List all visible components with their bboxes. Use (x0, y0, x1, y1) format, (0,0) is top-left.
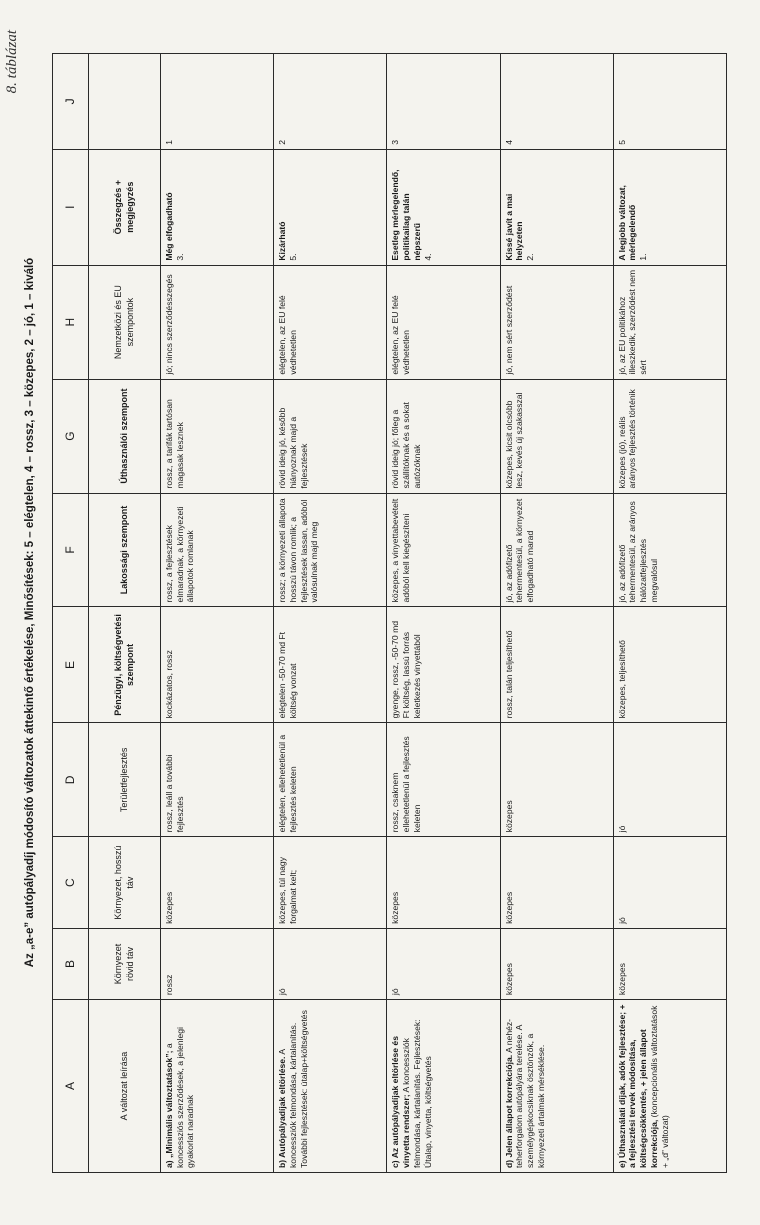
cell-env-short: rossz (161, 928, 274, 999)
cell-regional: rossz, leáll a további fejlesztés (161, 723, 274, 837)
cell-description (274, 1000, 387, 1173)
header-j (89, 54, 161, 150)
variant-text: a koncessziós szerződések, a jelenlegi gyakorlat naradnak (164, 1027, 196, 1168)
letter-j: J (53, 54, 89, 150)
variant-title: c) Az autópályadíjak eltörlése és vinyetta rendszer; (390, 1036, 412, 1168)
cell-j: 4 (500, 54, 613, 150)
evaluation-table (52, 53, 727, 1173)
cell-env-long: jó (613, 837, 726, 929)
letter-h: H (53, 265, 89, 379)
summary-verdict: Kizárható (277, 221, 288, 261)
cell-road-user: rossz, a tarifák tartósan magasak lesznek (161, 379, 274, 493)
variant-title: d) Jelen állapot korrekciója. (503, 1054, 514, 1168)
cell-j: 2 (274, 54, 387, 150)
cell-env-long: közepes, túl nagy forgalmat kelt; (274, 837, 387, 929)
cell-international: elégtelen, az EU felé védhetetlen (387, 265, 500, 379)
cell-public: jó, az adófizető tehermentesül, az arányos hálózatfejlesztés megvalósul (613, 493, 726, 607)
summary-verdict: Még elfogadható (164, 192, 174, 261)
cell-env-long: közepes (161, 837, 274, 929)
header-c: Környezet, hosszú táv (89, 837, 161, 929)
header-f: Lakossági szempont (89, 493, 161, 607)
cell-description (161, 1000, 274, 1173)
summary-verdict: Esetleg mérlegelendő, politikailag talán népszerű (390, 169, 422, 261)
variant-title: b) Autópályadíjak eltörlése. (277, 1056, 288, 1168)
cell-financial: gyenge, rossz, -50-70 md Ft költség, lassú forrás keletkezés vinyettából (387, 607, 500, 723)
variant-title: a) „Minimális változtatások”; (164, 1050, 174, 1168)
table-row (500, 54, 613, 1173)
cell-j: 1 (161, 54, 274, 150)
cell-road-user: rövid ideig jó; főleg a szállítóknak és a sokat autózóknak (387, 379, 500, 493)
variant-text: (koncepcionális változtatások + „d” változat) (648, 1005, 670, 1168)
header-i: Összegzés + megjegyzés (89, 149, 161, 265)
cell-road-user: közepes, kicsit olcsóbb lesz, kevés új szakasszal (500, 379, 613, 493)
cell-international: elégtelen, az EU felé védhetetlen (274, 265, 387, 379)
letter-f: F (53, 493, 89, 607)
cell-env-long: közepes (500, 837, 613, 929)
cell-road-user: közepes (jó), reális arányos fejlesztés történik (613, 379, 726, 493)
header-a: A változat leírása (89, 1000, 161, 1173)
summary-rank: 3. (174, 253, 185, 261)
cell-env-short: közepes (500, 928, 613, 999)
cell-summary (500, 149, 613, 265)
summary-verdict: A legjobb változat, mérlegelendő (616, 185, 638, 261)
cell-j: 5 (613, 54, 726, 150)
cell-env-long: közepes (387, 837, 500, 929)
letter-b: B (53, 928, 89, 999)
cell-financial: elégtelen -50-70 md Ft költség vonzat (274, 607, 387, 723)
variant-text: A nehéz-teherforgalom autópályára terelése. A személygépkocsiknak ösztönzők, a környezeti ártalmak mérséklése. (503, 1018, 546, 1168)
cell-env-short: közepes (613, 928, 726, 999)
letter-g: G (53, 379, 89, 493)
header-d: Területfejlesztés (89, 723, 161, 837)
cell-description (500, 1000, 613, 1173)
header-e: Pénzügyi, költségvetési szempont (89, 607, 161, 723)
summary-rank: 2. (525, 253, 536, 261)
summary-rank: 5. (287, 253, 298, 261)
cell-road-user: rövid ideig jó, később hiányoznak majd a fejlesztések (274, 379, 387, 493)
header-row (89, 54, 161, 1173)
table-title: Az „a-e” autópályadíj módosító változatok áttekintő értékelése, Minősítések: 5 – elégtelen, 4 – rossz, 3 – közepes, 2 – jó, 1 – kiváló (24, 257, 36, 968)
letter-e: E (53, 607, 89, 723)
cell-public: jó, az adófizető tehermentesül, a környezet elfogadható marad (500, 493, 613, 607)
cell-summary (387, 149, 500, 265)
cell-regional: elégtelen, ellehetetlenül a fejlesztés keleten (274, 723, 387, 837)
cell-env-short: jó (387, 928, 500, 999)
summary-rank: 1. (638, 253, 649, 261)
letter-i: I (53, 149, 89, 265)
cell-summary (161, 149, 274, 265)
cell-j: 3 (387, 54, 500, 150)
header-g: Úthasználói szempont (89, 379, 161, 493)
table-number: 8. táblázat (4, 30, 20, 94)
header-b: Környezet rövid táv (89, 928, 161, 999)
table-row (387, 54, 500, 1173)
cell-regional: közepes (500, 723, 613, 837)
cell-international: jó; nincs szerződésszegés (161, 265, 274, 379)
letter-d: D (53, 723, 89, 837)
letter-c: C (53, 837, 89, 929)
cell-description (387, 1000, 500, 1173)
cell-regional: rossz, csaknem ellehetetlenül a fejlesztés keleten (387, 723, 500, 837)
variant-title: e) Úthasználati díjak, adók fejlesztése; + a fejlesztési tervek módosítása, költségcsökkentés, + jelen állapot korrekciója, (616, 1004, 659, 1168)
header-h: Nemzetközi és EU szempontok (89, 265, 161, 379)
letter-a: A (53, 1000, 89, 1173)
table-row (274, 54, 387, 1173)
cell-env-short: jó (274, 928, 387, 999)
summary-verdict: Kissé javít a mai helyzeten (503, 193, 525, 261)
cell-summary (274, 149, 387, 265)
cell-description (613, 1000, 726, 1173)
cell-financial: rossz, talán teljesíthető (500, 607, 613, 723)
cell-public: közepes, a vinyettabevételt adóból kell kiegészíteni (387, 493, 500, 607)
cell-public: rossz, a fejlesztések elmaradnak, a környezeti állapotok romlanak (161, 493, 274, 607)
table-row (161, 54, 274, 1173)
summary-rank: 4. (422, 253, 433, 261)
cell-public: rossz; a környezeti állapota hosszú távon romlik; a fejlesztések lassan, adóból valósulnak majd meg (274, 493, 387, 607)
cell-financial: kockázatos, rossz (161, 607, 274, 723)
column-letter-row (53, 54, 89, 1173)
cell-summary (613, 149, 726, 265)
cell-financial: közepes, teljesíthető (613, 607, 726, 723)
table-row (613, 54, 726, 1173)
variant-text: A koncessziók felmondása, kártalanítás. További fejlesztések: útalap+költségvetés (277, 1010, 309, 1168)
cell-international: jó, nem sért szerződést (500, 265, 613, 379)
cell-regional: jó (613, 723, 726, 837)
cell-international: jó, az EU politikához illeszkedik, szerződést nem sért (613, 265, 726, 379)
variant-text: A koncessziók felmondása, kártalanítás. Fejlesztések: Útalap, vinyetta, költségvetés (401, 1019, 433, 1168)
